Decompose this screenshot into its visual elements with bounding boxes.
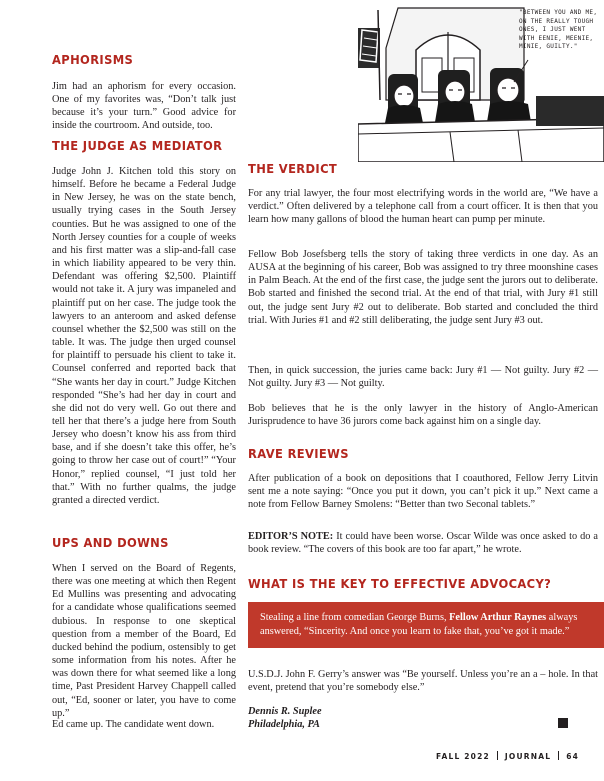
cartoon-caption: "BETWEEN YOU AND ME, ON THE REALLY TOUGH ONES, I JUST WENT WITH EENIE, MEENIE, MINIE, GUILTY.": [519, 9, 598, 50]
editors-note: [248, 530, 598, 556]
callout-text-a: Stealing a line from comedian George Burns,: [260, 612, 450, 623]
editors-note-text: It could have been worse. Oscar Wilde was once asked to do a book review. “The covers of this book are too far apart,” he wrote.: [248, 531, 598, 556]
ups-body: When I served on the Board of Regents, there was one meeting at which then Regent Ed Mullins was presenting and advocating for a candidate whose qualifications seemed dubious. In response to one skeptical question from a member of the Board, Ed ducked behind the podium, ostensibly to get some information from his notes. After he was down there for what seemed like a long time, Past President Harvey Chappell called out, “Ed, sooner or later, you have to come up.”: [52, 563, 236, 719]
rave-p1: After publication of a book on depositions that I coauthored, Fellow Jerry Litvin sent me a note saying: “Once you put it down, you can’t pick it up.” Next came a note from Fellow Barney Smolens: “Better than two Seconal tablets.”: [248, 473, 598, 511]
verdict-p2: Fellow Bob Josefsberg tells the story of taking three verdicts in one day. As an AUSA at the beginning of his career, Bob was assigned to try three moonshine cases in Palm Beach. At the end of the first case, the judge sent the jurors out to deliberate. Bob started and finished the second trial. At the end of that trial, with Jury #1 still out, the judge sent Jury #2 out to deliberate. Bob started and concluded the third trial. With Juries #1 and #2 still deliberating, the judge sent Jury #3 out.: [248, 249, 598, 326]
page-number: 64: [566, 752, 580, 761]
page-footer: [436, 751, 579, 761]
verdict-p3: Then, in quick succession, the juries came back: Jury #1 — Not guilty. Jury #2 — Not guilty. Jury #3 — Not guilty.: [248, 365, 598, 390]
footer-journal: JOURNAL: [504, 752, 552, 761]
heading-the-verdict: THE VERDICT: [248, 161, 338, 176]
judge-body: Judge John J. Kitchen told this story on himself. Before he became a Federal Judge in New Jersey, he was on the state bench, usually trying cases in the South Jersey counties. But he was assigned to one of the North Jersey counties for a couple of weeks and his first matter was a slip-and-fall case in which liability appeared to be very thin. Defendant was offering $2,500. Plaintiff would not take it. A jury was impaneled and plaintiff put on her case. The judge took the lawyers to an anteroom and asked defense counsel whether the $2,500 was still on the table. It was. The judge then urged counsel for plaintiff to persuade his client to take it. Counsel conferred and reported back that “She wants her day in court.” Judge Kitchen responded “She’s had her day in court and she did not do very well. Go out there and tell her that there’s a judge here from South Jersey who doesn’t know his ass from third base, and if she doesn’t take this offer, he’s going to throw her case out of court!” “Your Honor,” replied counsel, “I just told her that.” With no further qualms, the judge granted a directed verdict.: [52, 166, 236, 506]
verdict-p4: Bob believes that he is the only lawyer in the history of Anglo-American Jurisprudence to have 36 jurors come back against him on a single day.: [248, 403, 598, 428]
heading-ups-and-downs: UPS AND DOWNS: [52, 535, 169, 550]
signature-city: Philadelphia, PA: [248, 719, 320, 730]
callout-text-b: always answered, “Sincerity. And once you learn to fake that, you’ve got it made.”: [260, 612, 578, 637]
footer-separator: [558, 751, 559, 760]
verdict-p1: For any trial lawyer, the four most electrifying words in the world are, “We have a verdict.” Often delivered by a telephone call from a court officer. It is then that you learn how many gallons of blood the human heart can pump per minute.: [248, 188, 598, 226]
aphorisms-body: Jim had an aphorism for every occasion. One of my favorites was, “Don’t talk just because it’s your turn.” Good advice for inside the courtroom. And outside, too.: [52, 81, 236, 132]
editors-note-label: EDITOR’S NOTE:: [248, 531, 334, 542]
heading-key-to-advocacy: WHAT IS THE KEY TO EFFECTIVE ADVOCACY?: [248, 576, 552, 591]
heading-judge-as-mediator: THE JUDGE AS MEDIATOR: [52, 138, 223, 153]
signature-name: Dennis R. Suplee: [248, 706, 322, 717]
callout-quote: [248, 602, 604, 648]
ups-closing-line: Ed came up. The candidate went down.: [52, 719, 215, 730]
footer-season: FALL 2022: [436, 752, 490, 761]
footer-separator: [497, 751, 498, 760]
key-p1: U.S.D.J. John F. Gerry’s answer was “Be yourself. Unless you’re an a – hole. In that event, pretend that you’re somebody else.”: [248, 669, 598, 694]
heading-aphorisms: APHORISMS: [52, 52, 134, 67]
end-of-article-mark: [558, 718, 568, 728]
callout-fellow-name: Fellow Arthur Raynes: [449, 612, 547, 623]
heading-rave-reviews: RAVE REVIEWS: [248, 446, 349, 461]
